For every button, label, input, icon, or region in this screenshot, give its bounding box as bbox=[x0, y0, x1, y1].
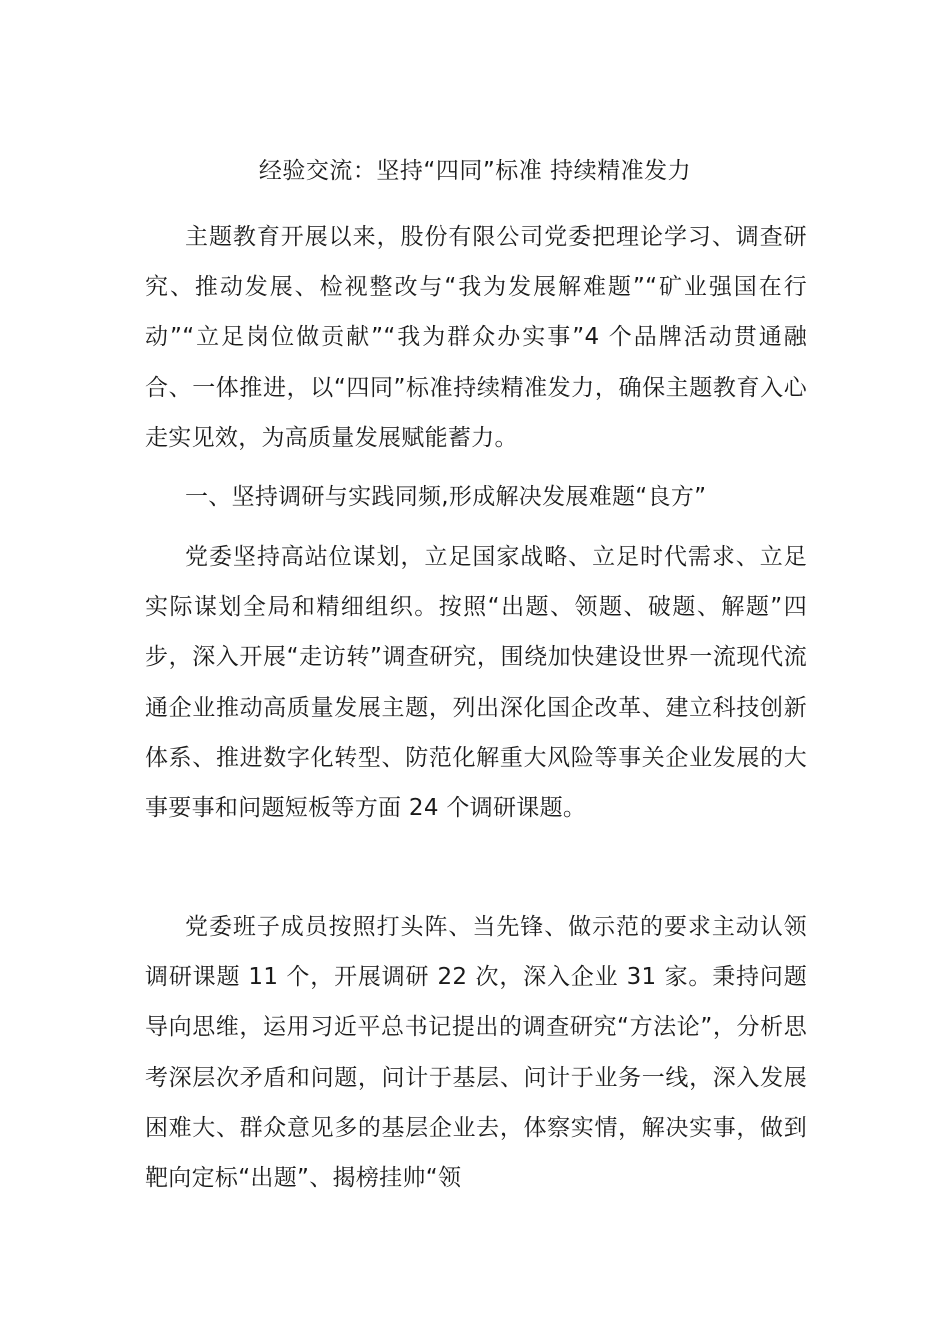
body-paragraph: 党委班子成员按照打头阵、当先锋、做示范的要求主动认领调研课题 11 个，开展调研 22 次，深入企业 31 家。秉持问题导向思维，运用习近平总书记提出的调查研究“方法论”，分析思考深层次矛盾和问题，问计于基层、问计于业务一线，深入发展困难大、群众意见多的基层企业去，体察实情，解决实事，做到靶向定标“出题”、揭榜挂帅“领 bbox=[145, 914, 807, 1192]
section-heading: 一、坚持调研与实践同频,形成解决发展难题“良方” bbox=[185, 484, 707, 510]
document-title: 经验交流：坚持“四同”标准 持续精准发力 bbox=[258, 158, 692, 184]
intro-paragraph: 主题教育开展以来，股份有限公司党委把理论学习、调查研究、推动发展、检视整改与“我为发展解难题”“矿业强国在行动”“立足岗位做贡献”“我为群众办实事”4 个品牌活动贯通融合、一体推进，以“四同”标准持续精准发力，确保主题教育入心走实见效，为高质量发展赋能蓄力。 bbox=[145, 224, 807, 451]
body-paragraph: 党委坚持高站位谋划，立足国家战略、立足时代需求、立足实际谋划全局和精细组织。按照“出题、领题、破题、解题”四步，深入开展“走访转”调查研究，围绕加快建设世界一流现代流通企业推动高质量发展主题，列出深化国企改革、建立科技创新体系、推进数字化转型、防范化解重大风险等事关企业发展的大事要事和问题短板等方面 24 个调研课题。 bbox=[145, 544, 807, 822]
